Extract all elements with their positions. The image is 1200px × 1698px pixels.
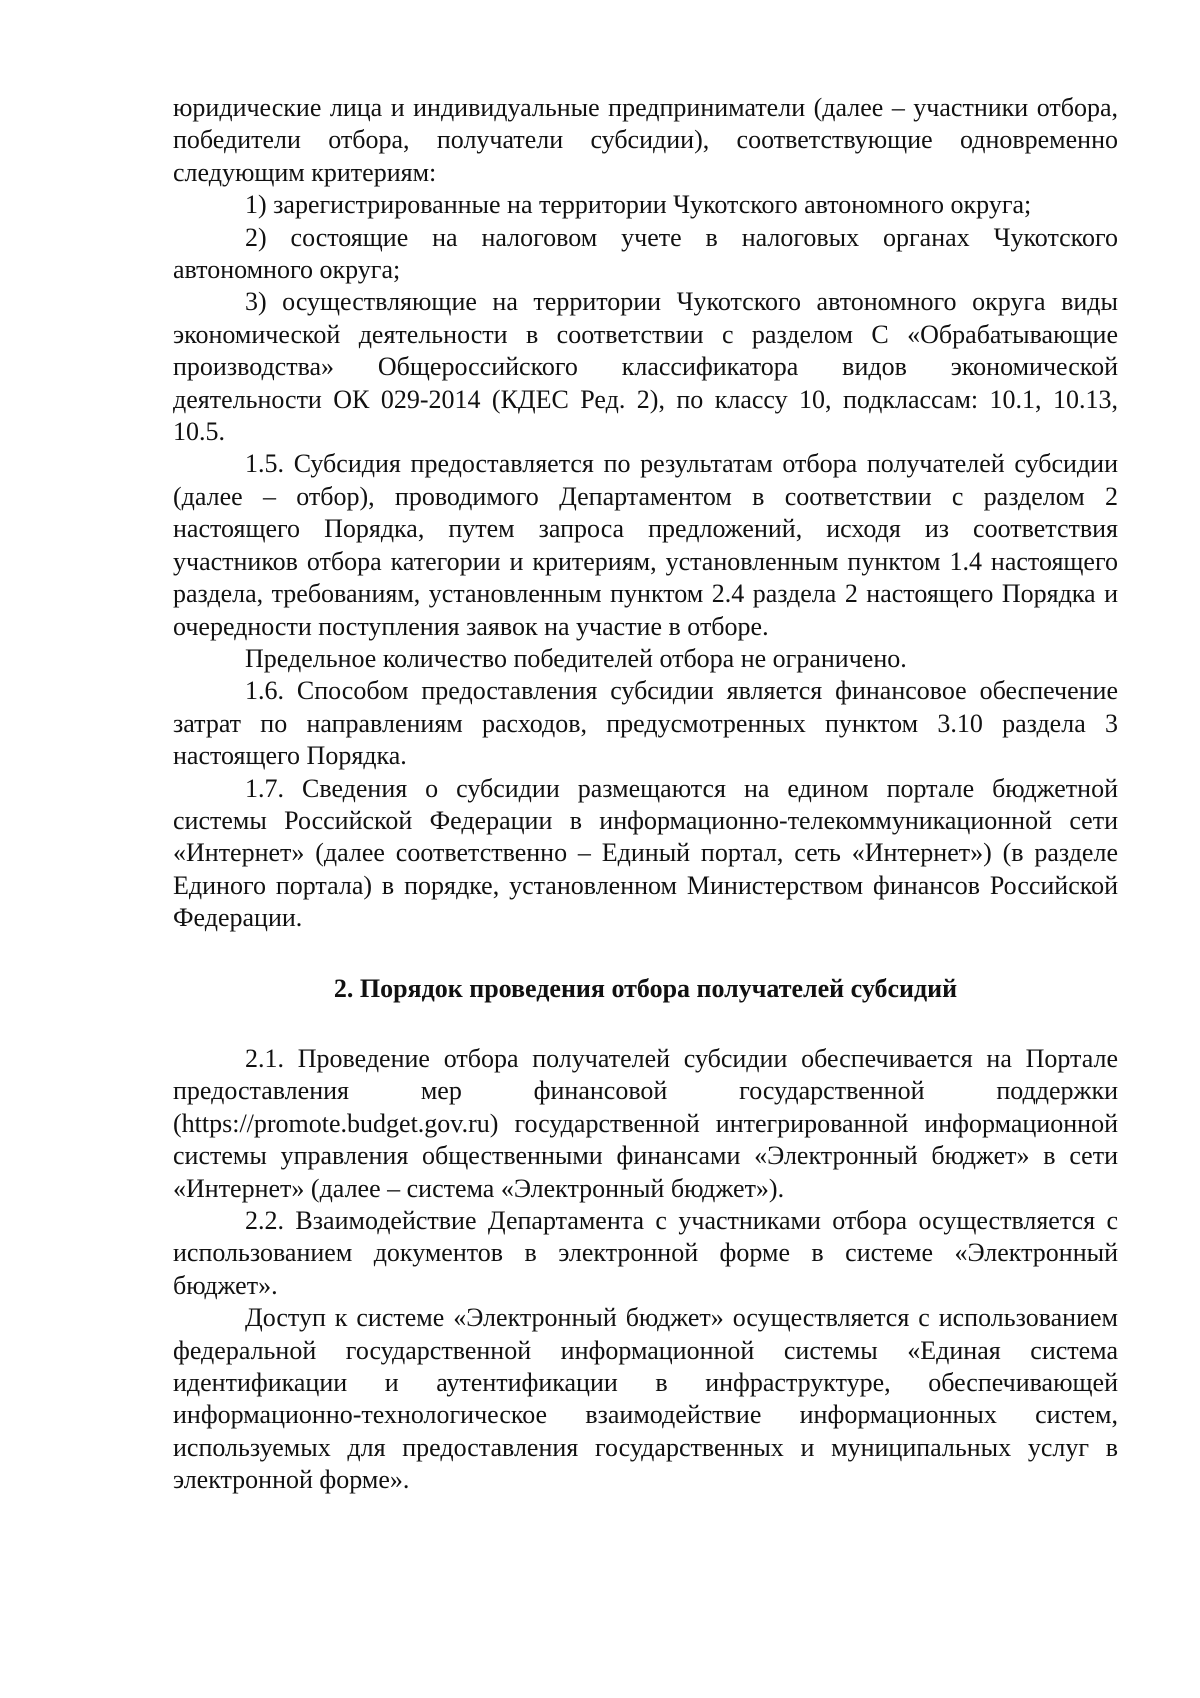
paragraph-1-5: 1.5. Субсидия предоставляется по результатам отбора получателей субсидии (далее – отбор), проводимого Департаментом в соответствии с разделом 2 настоящего Порядка, путем запроса предложений, исходя из соответствия участников отбора категории и критериям, установленным пунктом 1.4 настоящего раздела, требованиям, установленным пунктом 2.4 раздела 2 настоящего Порядка и очередности поступления заявок на участие в отборе.	[173, 449, 1118, 641]
paragraph-2-2: 2.2. Взаимодействие Департамента с участниками отбора осуществляется с использованием документов в электронной форме в системе «Электронный бюджет».	[173, 1206, 1118, 1300]
paragraph-winners-limit: Предельное количество победителей отбора не ограничено.	[245, 643, 907, 673]
paragraph-1-7: 1.7. Сведения о субсидии размещаются на едином портале бюджетной системы Российской Федерации в информационно-телекоммуникационной сети «Интернет» (далее соответственно – Единый портал, сеть «Интернет») (в разделе Единого портала) в порядке, установленном Министерством финансов Российской Федерации.	[173, 773, 1118, 933]
paragraph-participants-intro: юридические лица и индивидуальные предприниматели (далее – участники отбора, победители отбора, получатели субсидии), соответствующие одновременно следующим критериям:	[173, 93, 1118, 187]
section-2-heading: 2. Порядок проведения отбора получателей субсидий	[333, 973, 958, 1003]
paragraph-criterion-3: 3) осуществляющие на территории Чукотского автономного округа виды экономической деятельности в соответствии с разделом С «Обрабатывающие производства» Общероссийского классификатора видов экономической деятельности ОК 029-2014 (КДЕС Ред. 2), по классу 10, подклассам: 10.1, 10.13, 10.5.	[173, 287, 1118, 447]
paragraph-criterion-1: 1) зарегистрированные на территории Чукотского автономного округа;	[245, 190, 1032, 220]
paragraph-access: Доступ к системе «Электронный бюджет» осуществляется с использованием федеральной государственной информационной системы «Единая система идентификации и аутентификации в инфраструктуре, обеспечивающей информационно-технологическое взаимодействие информационных систем, используемых для предоставления государственных и муниципальных услуг в электронной форме».	[173, 1303, 1118, 1495]
paragraph-2-1: 2.1. Проведение отбора получателей субсидии обеспечивается на Портале предоставления мер финансовой государственной поддержки (https://promote.budget.gov.ru) государственной интегрированной информационной системы управления общественными финансами «Электронный бюджет» в сети «Интернет» (далее – система «Электронный бюджет»).	[173, 1043, 1118, 1203]
paragraph-criterion-2: 2) состоящие на налоговом учете в налоговых органах Чукотского автономного округа;	[173, 222, 1118, 285]
paragraph-1-6: 1.6. Способом предоставления субсидии является финансовое обеспечение затрат по направлениям расходов, предусмотренных пунктом 3.10 раздела 3 настоящего Порядка.	[173, 676, 1118, 771]
